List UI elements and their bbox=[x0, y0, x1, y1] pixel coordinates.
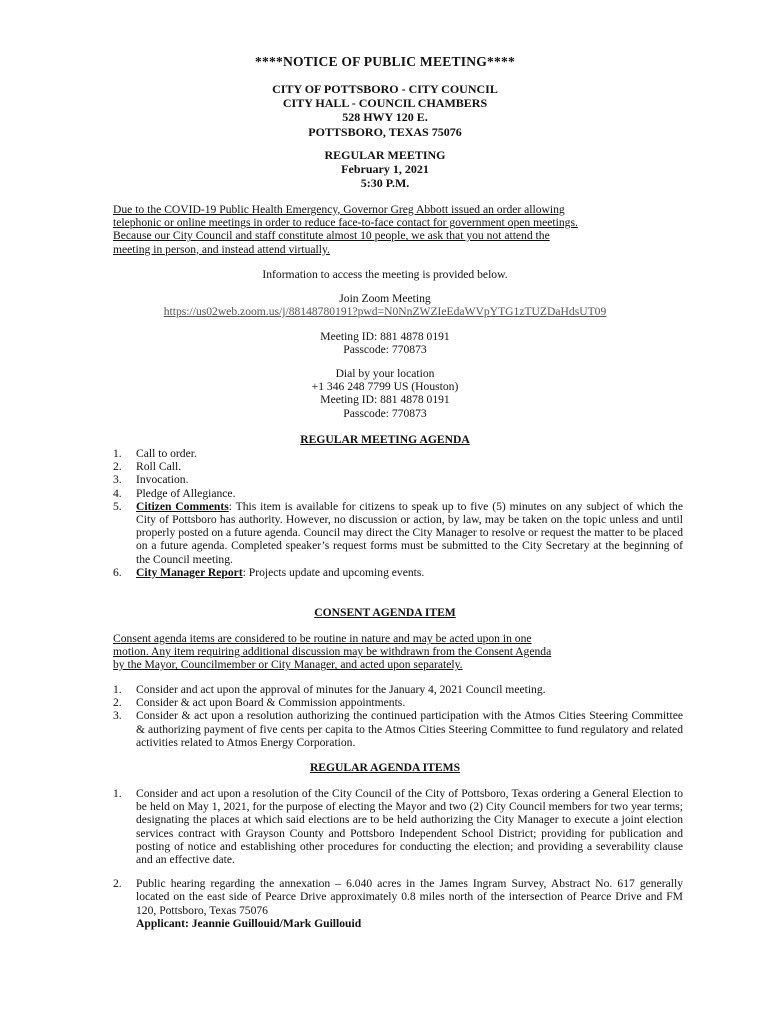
citizen-comments-label: Citizen Comments bbox=[136, 499, 229, 513]
covid-paragraph bbox=[113, 203, 673, 256]
zoom-block bbox=[0, 292, 770, 318]
header-line: CITY HALL - COUNCIL CHAMBERS bbox=[282, 96, 488, 111]
list-item: 1. Consider and act upon a resolution of the City Council of the City of Pottsboro, Texas ordering a General Election to be held on May 1, 2021, for the purpose of electing the Mayor and two (2) City Council members for two year terms; designating the places at which said elections are to be held authorizing the City Manager to execute a joint election services contract with Grayson County and Pottsboro Independent School District; providing for publication and posting of notice and establishing other procedures for conducting the election; and providing a severability clause and an effective date. bbox=[113, 787, 683, 867]
paragraph-line: telephonic or online meetings in order to reduce face-to-face contact for government open meetings. bbox=[113, 216, 578, 230]
dial-label: Dial by your location bbox=[335, 367, 435, 380]
meeting-type: REGULAR MEETING bbox=[324, 148, 446, 162]
header-line: 528 HWY 120 E. bbox=[342, 110, 428, 125]
regular-heading: REGULAR AGENDA ITEMS bbox=[309, 761, 461, 774]
list-item: 4. Pledge of Allegiance. bbox=[113, 486, 236, 500]
header-line: POTTSBORO, TEXAS 75076 bbox=[308, 124, 462, 139]
agenda-list bbox=[113, 447, 683, 579]
zoom-meeting-id: Meeting ID: 881 4878 0191 bbox=[320, 330, 450, 343]
paragraph-line: meeting in person, and instead attend virtually. bbox=[113, 242, 330, 256]
paragraph-line: motion. Any item requiring additional discussion may be withdrawn from the Consent Agenda bbox=[113, 645, 552, 659]
meeting-info bbox=[0, 148, 770, 191]
zoom-label: Join Zoom Meeting bbox=[339, 292, 431, 305]
zoom-passcode: Passcode: 770873 bbox=[343, 343, 427, 357]
agenda-heading: REGULAR MEETING AGENDA bbox=[300, 433, 470, 446]
notice-title: ****NOTICE OF PUBLIC MEETING**** bbox=[254, 54, 516, 69]
zoom-credentials bbox=[0, 330, 770, 356]
list-item: 2. Consider & act upon Board & Commission appointments. bbox=[113, 696, 406, 710]
meeting-time: 5:30 P.M. bbox=[360, 176, 410, 191]
list-item: 1. Call to order. bbox=[113, 447, 197, 460]
paragraph-line: by the Mayor, Councilmember or City Manager, and acted upon separately. bbox=[113, 658, 463, 672]
list-item: 3. Consider & act upon a resolution authorizing the continued participation with the Atmos Cities Steering Committee & authorizing payment of five cents per capita to the Atmos Cities Steering Committee to fund regulatory and related activities related to Atmos Energy Corporation. bbox=[113, 709, 683, 749]
paragraph-line: Consent agenda items are considered to be routine in nature and may be acted upon in one bbox=[113, 632, 532, 645]
city-manager-report-label: City Manager Report bbox=[136, 565, 243, 579]
dial-meeting-id: Meeting ID: 881 4878 0191 bbox=[320, 393, 450, 407]
zoom-link[interactable]: https://us02web.zoom.us/j/88148780191?pwd=N0NnZWZIeEdaWVpYTG1zTUZDaHdsUT09 bbox=[163, 305, 607, 319]
regular-list bbox=[113, 787, 683, 930]
meeting-date: February 1, 2021 bbox=[341, 162, 429, 177]
paragraph-line: Due to the COVID-19 Public Health Emergency, Governor Greg Abbott issued an order allowing bbox=[113, 203, 565, 216]
list-item: 6. City Manager Report: Projects update and upcoming events. bbox=[113, 565, 425, 579]
list-item: 2. Public hearing regarding the annexation – 6.040 acres in the James Ingram Survey, Abstract No. 617 generally located on the east side of Pearce Drive approximately 0.8 miles north of the intersection of Pearce Drive and FM 120, Pottsboro, Texas 75076 Applicant: Jeannie Guillouid/Mark Guillouid bbox=[113, 877, 683, 930]
list-item: 3. Invocation. bbox=[113, 473, 189, 487]
applicant-line: Applicant: Jeannie Guillouid/Mark Guillouid bbox=[136, 916, 362, 930]
list-item: 1. Consider and act upon the approval of minutes for the January 4, 2021 Council meeting. bbox=[113, 683, 546, 696]
dial-passcode: Passcode: 770873 bbox=[343, 406, 427, 420]
info-line: Information to access the meeting is provided below. bbox=[262, 268, 508, 281]
dial-block bbox=[0, 367, 770, 420]
paragraph-line: Because our City Council and staff constitute almost 10 people, we ask that you not attend the bbox=[113, 229, 550, 243]
consent-paragraph bbox=[113, 632, 673, 672]
consent-list bbox=[113, 683, 683, 749]
dial-number: +1 346 248 7799 US (Houston) bbox=[311, 380, 459, 394]
header-line: CITY OF POTTSBORO - CITY COUNCIL bbox=[272, 82, 498, 96]
list-item: 2. Roll Call. bbox=[113, 460, 182, 474]
location-header bbox=[0, 82, 770, 139]
list-item: 5. Citizen Comments: This item is available for citizens to speak up to five (5) minutes on any subject of which the City of Pottsboro has authority. However, no discussion or action, by law, may be taken on the topic unless and until properly posted on a future agenda. Council may direct the City Manager to resolve or request the matter to be placed on a future agenda. Completed speaker’s request forms must be submitted to the City Secretary at the beginning of the Council meeting. bbox=[113, 499, 683, 566]
consent-heading: CONSENT AGENDA ITEM bbox=[314, 606, 456, 619]
